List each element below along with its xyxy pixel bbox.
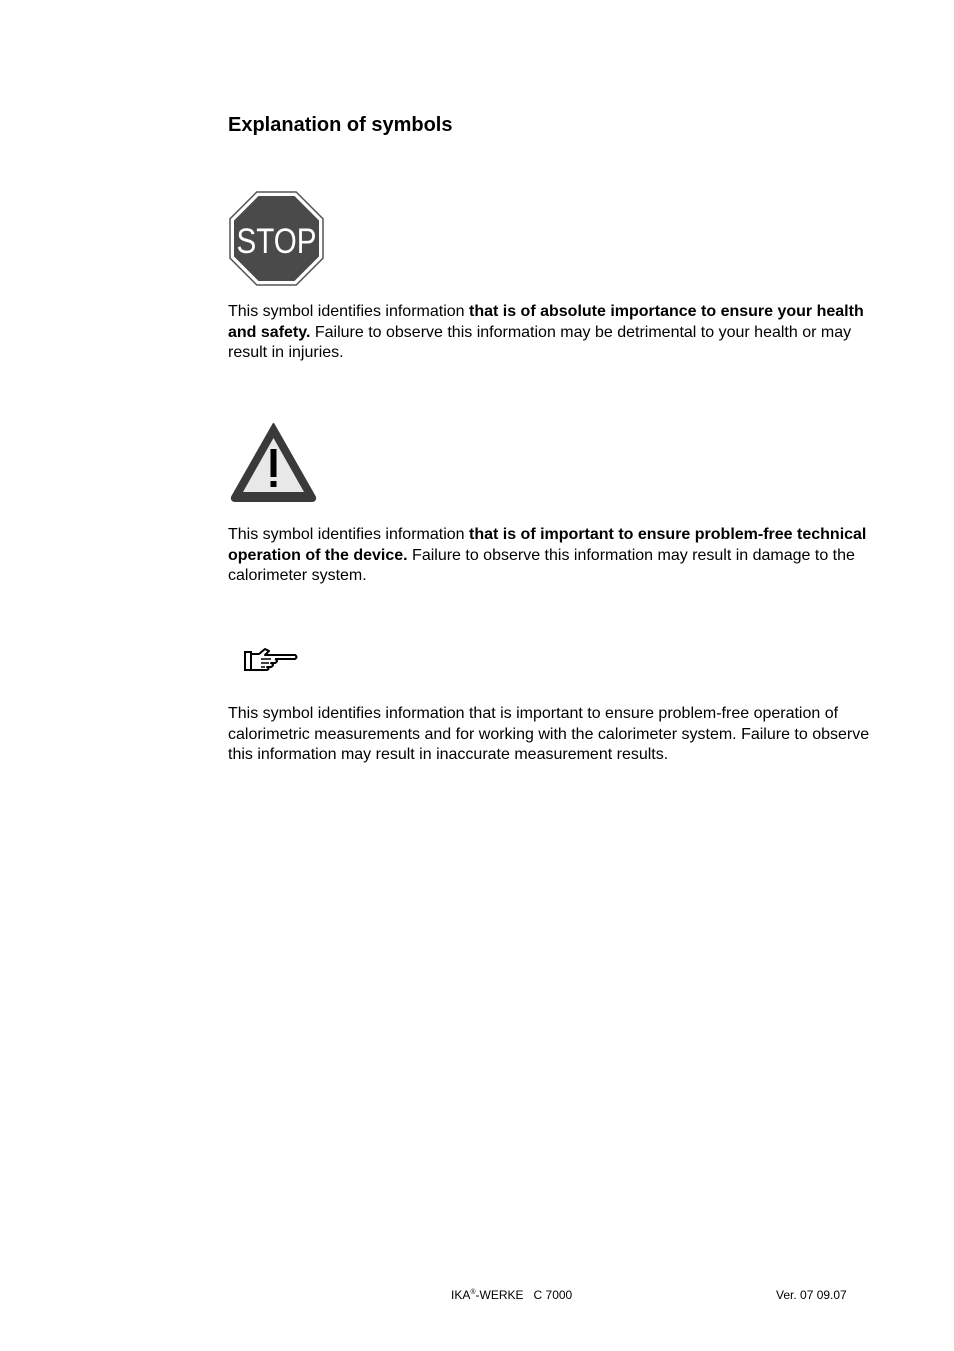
hint-description: This symbol identifies information that is important to ensure problem-free operation of calorimetric measurements and for working with the calorimeter system. Failure to observe this information may result in inaccurate measurement results.	[228, 705, 870, 763]
footer-brand: IKA®-WERKE C 7000	[451, 1288, 573, 1302]
footer-version: Ver. 07 09.07	[776, 1288, 847, 1302]
pointing-hand-icon	[241, 645, 299, 675]
stop-description: This symbol identifies information that is of absolute importance to ensure your health and safety. Failure to observe this information may be detrimental to your health or may result in injuries.	[228, 303, 864, 361]
warning-triangle-icon	[229, 421, 318, 503]
stop-sign-icon	[229, 191, 324, 286]
warning-description: This symbol identifies information that is of important to ensure problem-free technical operation of the device. Failure to observe this information may result in damage to the calorimeter system.	[228, 526, 867, 584]
stop-sign-text: STOP	[236, 222, 317, 261]
page-title: Explanation of symbols	[228, 114, 453, 136]
